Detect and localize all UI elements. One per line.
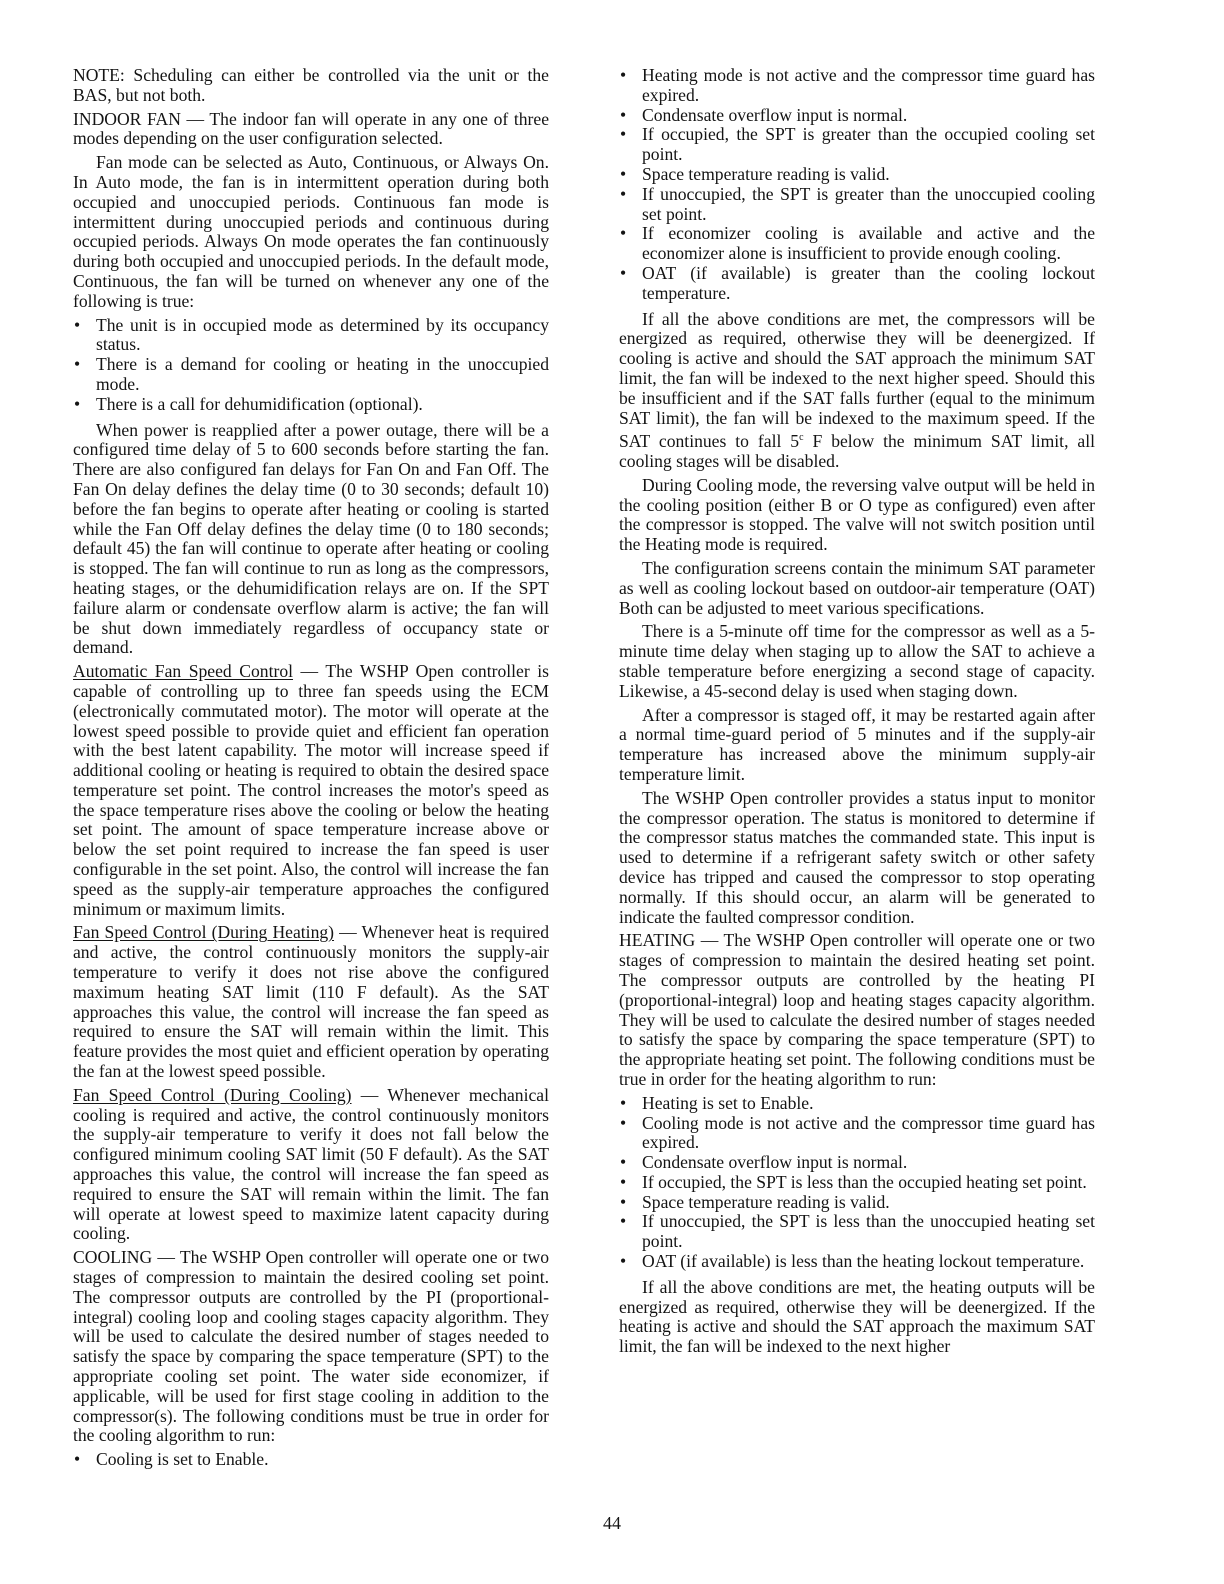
note-paragraph: NOTE: Scheduling can either be controlled via the unit or the BAS, but not both. — [73, 65, 549, 105]
cooling-heading: COOLING — [73, 1247, 153, 1268]
list-item: • Heating mode is not active and the compressor time guard has expired. — [619, 66, 1095, 106]
list-item: • Cooling is set to Enable. — [73, 1450, 549, 1470]
cooling-text: — The WSHP Open controller will operate one or two stages of compression to maintain the desired cooling set point. The compressor outputs are controlled by the PI (proportional-integral) cooling loop and cooling stages capacity algorithm. They will be used to calculate the desired number of stages needed to satisfy the space by comparing the space temperature (SPT) to the appropriate cooling set point. The water side economizer, if applicable, will be used for first stage cooling in addition to the compressor(s). The following conditions must be true in order for the cooling algorithm to run: — [73, 1247, 549, 1446]
heating-conditions-list — [619, 1094, 1095, 1272]
power-outage-paragraph: When power is reapplied after a power outage, there will be a configured time delay of 5 to 600 seconds before starting the fan. There are also configured fan delays for Fan On and Fan Off. The Fan On delay defines the delay time (0 to 30 seconds; default 10) before the fan begins to operate after heating or cooling is started while the Fan Off delay defines the delay time (0 to 180 seconds; default 45) the fan will continue to operate after heating or cooling is stopped. The fan will continue to run as long as the compressors, heating stages, or the dehumidification relays are on. If the SPT failure alarm or condensate overflow alarm is active; the fan will be shut down immediately regardless of occupancy state or demand. — [73, 419, 549, 658]
conditions-met-paragraph — [619, 310, 1095, 472]
indoor-fan-paragraph — [73, 110, 549, 150]
indoor-fan-text: — The indoor fan will operate in any one of three modes depending on the user configuration selected. — [73, 108, 549, 149]
list-item: • Space temperature reading is valid. — [619, 1193, 1095, 1213]
cooling-conditions-list-start — [73, 1450, 549, 1470]
fan-cooling-text: — Whenever mechanical cooling is required and active, the control continuously monitors the supply-air temperature to verify it does not fall below the configured minimum cooling SAT limit (50 F default). As the SAT approaches this value, the control will increase the fan speed as required to ensure the SAT will remain within the limit. The fan will operate at lowest speed to maximize latent capacity during cooling. — [73, 1084, 549, 1244]
heating-paragraph — [619, 931, 1095, 1089]
fan-mode-paragraph: Fan mode can be selected as Auto, Continuous, or Always On. In Auto mode, the fan is in intermittent operation during both occupied and unoccupied periods. Continuous fan mode is intermittent during unoccupied periods and continuous during occupied periods. Always On mode operates the fan continuously during both occupied and unoccupied periods. In the default mode, Continuous, the fan will be turned on whenever any one of the following is true: — [73, 152, 549, 311]
fan-heating-paragraph — [73, 923, 549, 1081]
list-item: • If occupied, the SPT is less than the occupied heating set point. — [619, 1173, 1095, 1193]
page-number: 44 — [603, 1513, 621, 1533]
list-item: • Space temperature reading is valid. — [619, 165, 1095, 185]
list-item: • Condensate overflow input is normal. — [619, 106, 1095, 126]
off-time-paragraph: There is a 5-minute off time for the compressor as well as a 5-minute time delay when staging up to allow the SAT to achieve a stable temperature before energizing a second stage of capacity. Likewise, a 45-second delay is used when staging down. — [619, 621, 1095, 701]
auto-fan-text: — The WSHP Open controller is capable of controlling up to three fan speeds using the ECM (electronically commutated motor). The motor will operate at the lowest speed possible to provide quiet and efficient fan operation with the best latent capability. The motor will increase speed if additional cooling or heating is required to obtain the desired space temperature set point. The control increases the motor's speed as the space temperature rises above the cooling or below the heating set point. The amount of space temperature increase above or below the set point required to increase the fan speed is user configurable in the set point. Also, the control will increase the fan speed as the supply-air temperature approaches the configured minimum or maximum limits. — [73, 661, 549, 919]
indoor-fan-heading: INDOOR FAN — [73, 108, 181, 129]
cooling-conditions-list — [619, 66, 1095, 304]
list-item: • If economizer cooling is available and active and the economizer alone is insufficient to provide enough cooling. — [619, 224, 1095, 264]
fan-heating-text: — Whenever heat is required and active, the control continuously monitors the supply-air temperature to verify it does not rise above the configured maximum heating SAT limit (110 F default). As the SAT approaches this value, the control will increase the fan speed as required to ensure the SAT will remain within the limit. This feature provides the most quiet and efficient operation by operating the fan at the lowest speed possible. — [73, 922, 550, 1082]
list-item: • OAT (if available) is greater than the cooling lockout temperature. — [619, 264, 1095, 304]
list-item: • If unoccupied, the SPT is less than the unoccupied heating set point. — [619, 1212, 1095, 1252]
heating-heading: HEATING — [619, 930, 696, 951]
list-item: • Cooling mode is not active and the compressor time guard has expired. — [619, 1114, 1095, 1154]
conditions-met-text: If all the above conditions are met, the compressors will be energized as required, otherwise they will be deenergized. If cooling is active and should the SAT approach the minimum SAT limit, the fan will be indexed to the next higher speed. Should this be insufficient and if the SAT falls further (equal to the minimum SAT limit), the fan will be indexed to the maximum speed. If the SAT continues to fall 5 — [619, 308, 1095, 452]
list-item: • If occupied, the SPT is greater than the occupied cooling set point. — [619, 125, 1095, 165]
auto-fan-paragraph — [73, 662, 549, 919]
reversing-valve-paragraph: During Cooling mode, the reversing valve output will be held in the cooling position (either B or O type as configured) even after the compressor is stopped. The valve will not switch position until the Heating mode is required. — [619, 474, 1095, 555]
list-item: • There is a call for dehumidification (optional). — [73, 395, 549, 415]
left-column — [73, 66, 549, 1476]
list-item: • OAT (if available) is less than the heating lockout temperature. — [619, 1252, 1095, 1272]
restart-paragraph: After a compressor is staged off, it may be restarted again after a normal time-guard period of 5 minutes and if the supply-air temperature has increased above the minimum supply-air temperature limit. — [619, 704, 1095, 784]
heating-conditions-met-paragraph: If all the above conditions are met, the heating outputs will be energized as required, otherwise they will be deenergized. If the heating is active and should the SAT approach the maximum SAT limit, the fan will be indexed to the next higher — [619, 1276, 1095, 1357]
list-item: • Heating is set to Enable. — [619, 1094, 1095, 1114]
status-input-paragraph: The WSHP Open controller provides a status input to monitor the compressor operation. The status is monitored to determine if the compressor status matches the commanded state. This input is used to determine if a refrigerant safety switch or other safety device has tripped and caused the compressor to stop operating normally. If this should occur, an alarm will be generated to indicate the faulted compressor condition. — [619, 787, 1095, 927]
list-item: • Condensate overflow input is normal. — [619, 1153, 1095, 1173]
fan-cooling-heading: Fan Speed Control (During Cooling) — [73, 1084, 352, 1105]
fan-heating-heading: Fan Speed Control (During Heating) — [73, 922, 335, 943]
list-item: • If unoccupied, the SPT is greater than the unoccupied cooling set point. — [619, 185, 1095, 225]
auto-fan-heading: Automatic Fan Speed Control — [73, 661, 294, 682]
cooling-paragraph — [73, 1248, 549, 1446]
list-item: • There is a demand for cooling or heating in the unoccupied mode. — [73, 355, 549, 395]
degree-mark: c — [799, 432, 804, 444]
configuration-paragraph: The configuration screens contain the minimum SAT parameter as well as cooling lockout based on outdoor-air temperature (OAT) Both can be adjusted to meet various specifications. — [619, 557, 1095, 618]
right-column — [619, 66, 1095, 1361]
fan-cooling-paragraph — [73, 1086, 549, 1244]
heating-text: — The WSHP Open controller will operate one or two stages of compression to maintain the desired heating set point. The compressor outputs are controlled by the heating PI (proportional-integral) loop and heating stages capacity algorithm. They will be used to calculate the desired number of stages needed to satisfy the space by comparing the space temperature (SPT) to the appropriate heating set point. The following conditions must be true in order for the heating algorithm to run: — [619, 930, 1095, 1089]
fan-conditions-list — [73, 316, 549, 415]
list-item: • The unit is in occupied mode as determined by its occupancy status. — [73, 316, 549, 356]
conditions-met-text-end: F below the minimum SAT limit, all cooling stages will be disabled. — [619, 431, 1095, 471]
